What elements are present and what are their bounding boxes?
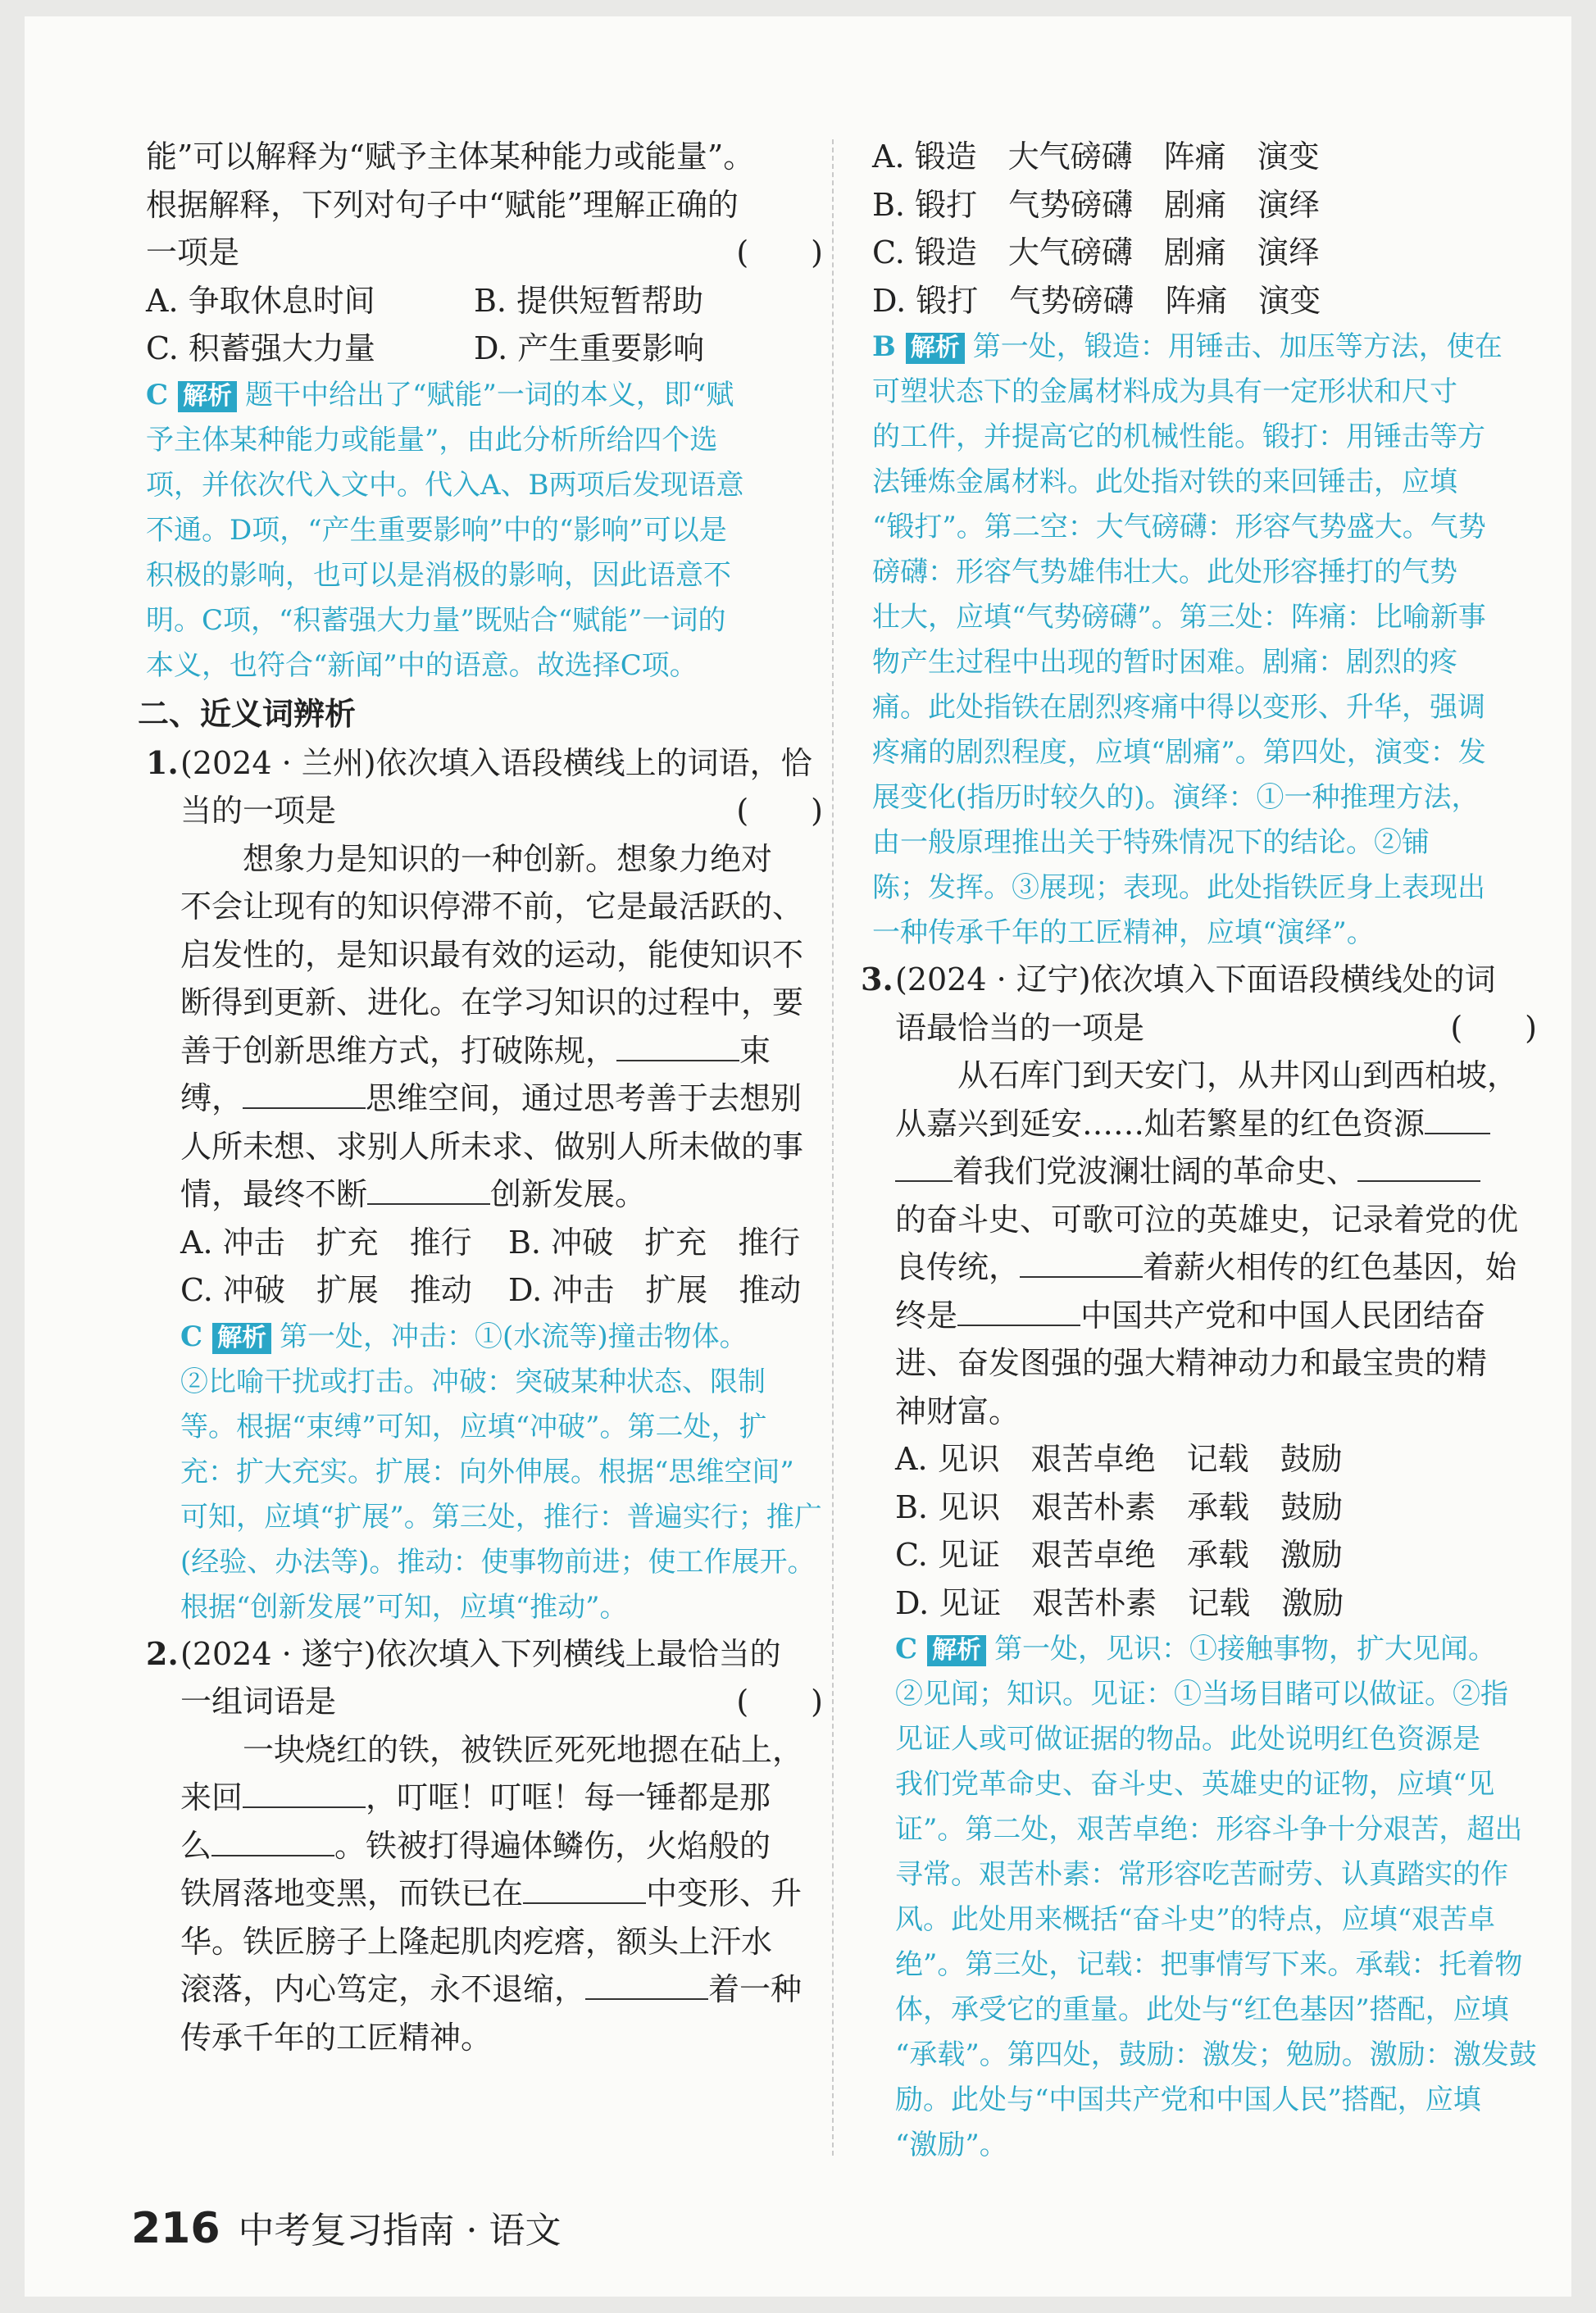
passage-line: 断得到更新、进化。在学习知识的过程中，要 — [180, 984, 804, 1020]
option: C. 积蓄强大力量 — [146, 330, 375, 366]
answer-line: C 解析 题干中给出了“赋能”一词的本义，即“赋 — [146, 378, 734, 411]
intro-line: 能”可以解释为“赋予主体某种能力或能量”。 — [146, 139, 755, 175]
answer-line: 可知，应填“扩展”。第三处，推行：普遍实行；推广 — [180, 1500, 822, 1534]
fill-blank — [211, 1830, 334, 1856]
answer-line: ②比喻干扰或打击。冲破：突破某种状态、限制 — [180, 1365, 766, 1398]
fill-blank — [1020, 1252, 1143, 1278]
option: C. 见证 艰苦卓绝 承载 激励 — [895, 1537, 1343, 1573]
question-stem: 语最恰当的一项是 ( ) — [895, 1004, 1540, 1052]
passage-line: 缚， 思维空间，通过思考善于去想别 — [180, 1080, 803, 1116]
answer-line: “锻打”。第二空：大气磅礴：形容气势盛大。气势 — [872, 511, 1486, 543]
intro-line: 一项是 ( ) — [146, 229, 826, 277]
option: A. 锻造 大气磅礴 阵痛 演变 — [872, 139, 1320, 175]
fill-blank — [895, 1156, 953, 1182]
answer-line: 本义，也符合“新闻”中的语意。故选择C项。 — [146, 648, 698, 682]
passage-line: 想象力是知识的一种创新。想象力绝对 — [243, 840, 773, 877]
answer-line: 寻常。艰苦朴素：常形容吃苦耐劳、认真踏实的作 — [895, 1858, 1508, 1891]
option: D. 冲击 扩展 推动 — [508, 1272, 802, 1308]
answer-letter: C — [146, 378, 169, 411]
passage-line: 情，最终不断 创新发展。 — [180, 1176, 647, 1212]
passage-line: 终是 中国共产党和中国人民团结奋 — [895, 1297, 1486, 1334]
fill-blank — [1425, 1108, 1490, 1134]
answer-line: 风。此处用来概括“奋斗史”的特点，应填“艰苦卓 — [895, 1903, 1496, 1936]
left-column — [138, 133, 826, 2061]
question-3 — [861, 956, 1540, 2168]
answer-paren: ( ) — [736, 234, 823, 270]
question-1 — [146, 739, 826, 835]
option-row — [180, 1219, 826, 1267]
answer-line: 一种传承千年的工匠精神，应填“演绎”。 — [872, 916, 1375, 949]
page — [25, 16, 1571, 2297]
answer-line: ②见闻；知识。见证：①当场目睹可以做证。②指 — [895, 1678, 1508, 1711]
answer-paren: ( ) — [736, 793, 823, 829]
passage-line: 启发性的，是知识最有效的运动，能使知识不 — [180, 936, 804, 973]
passage-line: 进、奋发图强的强大精神动力和最宝贵的精 — [895, 1345, 1488, 1381]
passage-line: 么 。铁被打得遍体鳞伤，火焰般的 — [180, 1827, 771, 1864]
fill-blank — [1357, 1156, 1480, 1182]
passage-line: 着我们党波澜壮阔的革命史、 — [895, 1147, 1540, 1196]
option: D. 锻打 气势磅礴 阵痛 演变 — [872, 282, 1321, 319]
passage-line: 从石库门到天安门，从井冈山到西柏坡， — [957, 1057, 1519, 1093]
analysis-tag: 解析 — [927, 1635, 986, 1666]
fill-blank — [957, 1300, 1080, 1326]
answer-line: 不通。D项，“产生重要影响”中的“影响”可以是 — [146, 513, 727, 547]
answer-line: 予主体某种能力或能量”，由此分析所给四个选 — [146, 423, 718, 457]
section-heading: 二、近义词辨析 — [138, 695, 357, 732]
option-row — [146, 325, 826, 373]
answer-line: 励。此处与“中国共产党和中国人民”搭配，应填 — [895, 2084, 1481, 2116]
answer-line: “激励”。 — [895, 2129, 1007, 2161]
passage-line: 神财富。 — [895, 1393, 1021, 1429]
option: C. 锻造 大气磅礴 剧痛 演绎 — [872, 234, 1320, 270]
answer-line: 疼痛的剧烈程度，应填“剧痛”。第四处，演变：发 — [872, 736, 1486, 769]
fill-blank — [523, 1878, 646, 1904]
book-title: 中考复习指南 · 语文 — [238, 2210, 562, 2252]
passage-line: 人所未想、求别人所未求、做别人所未做的事 — [180, 1128, 804, 1165]
answer-line: 明。C项，“积蓄强大力量”既贴合“赋能”一词的 — [146, 603, 726, 637]
option: A. 争取休息时间 — [146, 282, 375, 319]
fill-blank — [367, 1179, 490, 1205]
passage — [146, 835, 826, 1630]
option-row — [146, 277, 826, 325]
option: B. 冲破 扩充 推行 — [508, 1224, 801, 1261]
answer-line: 见证人或可做证据的物品。此处说明红色资源是 — [895, 1723, 1480, 1756]
answer-letter: B — [872, 330, 896, 363]
option-row — [180, 1266, 826, 1315]
right-column — [861, 133, 1540, 2168]
answer-line: 陈；发挥。③展现；表现。此处指铁匠身上表现出 — [872, 871, 1485, 904]
answer-line: 的工件，并提高它的机械性能。锻打：用锤击等方 — [872, 420, 1485, 453]
question-number: 2. — [146, 1634, 179, 1672]
answer-line: 法锤炼金属材料。此处指对铁的来回锤击，应填 — [872, 466, 1457, 498]
answer-line: 磅礴：形容气势雄伟壮大。此处形容捶打的气势 — [872, 556, 1457, 588]
answer-line: (经验、办法等)。推动：使事物前进；使工作展开。 — [180, 1545, 816, 1579]
passage-line: 传承千年的工匠精神。 — [180, 2019, 493, 2056]
question-number: 3. — [861, 961, 893, 997]
answer-line: B 解析 第一处，锻造：用锤击、加压等方法，使在 — [872, 330, 1503, 363]
passage-line: 不会让现有的知识停滞不前，它是最活跃的、 — [180, 888, 804, 925]
answer-line: 物产生过程中出现的暂时困难。剧痛：剧烈的疼 — [872, 646, 1457, 679]
fill-blank — [243, 1083, 366, 1109]
page-number: 216 — [131, 2204, 221, 2253]
passage-line: 的奋斗史、可歌可泣的英雄史，记录着党的优 — [895, 1201, 1519, 1238]
answer-line: 体，承受它的重量。此处与“红色基因”搭配，应填 — [895, 1993, 1509, 2026]
answer-line: 痛。此处指铁在剧烈疼痛中得以变形、升华，强调 — [872, 691, 1485, 724]
question-stem: 1. (2024 · 兰州)依次填入语段横线上的词语，恰 — [180, 739, 826, 788]
passage-line: 来回 ，叮哐！叮哐！每一锤都是那 — [180, 1779, 771, 1815]
answer-paren: ( ) — [1450, 1009, 1537, 1046]
passage-line: 从嘉兴到延安……灿若繁星的红色资源 — [895, 1100, 1540, 1148]
answer-line: 展变化(指历时较久的)。演绎：①一种推理方法， — [872, 781, 1480, 814]
question-stem: 一组词语是 ( ) — [180, 1678, 826, 1726]
passage-line: 良传统， 着薪火相传的红色基因，始 — [895, 1249, 1517, 1285]
answer-line: 壮大，应填“气势磅礴”。第三处：阵痛：比喻新事 — [872, 601, 1486, 634]
question-2 — [146, 1630, 826, 2062]
page-footer — [131, 2201, 562, 2253]
answer-line: C 解析 第一处，冲击：①(水流等)撞击物体。 — [180, 1320, 748, 1353]
fill-blank — [616, 1035, 739, 1061]
answer-paren: ( ) — [736, 1684, 823, 1720]
answer-line: 我们党革命史、奋斗史、英雄史的证物，应填“见 — [895, 1768, 1495, 1801]
passage-line: 铁屑落地变黑，而铁已在 中变形、升 — [180, 1875, 803, 1911]
option: A. 见识 艰苦卓绝 记载 鼓励 — [895, 1441, 1343, 1477]
question-number: 1. — [146, 743, 179, 781]
passage-line: 华。铁匠膀子上隆起肌肉疙瘩，额头上汗水 — [180, 1923, 773, 1960]
option: C. 冲破 扩展 推动 — [180, 1272, 472, 1308]
column-divider — [832, 139, 834, 2156]
option: B. 锻打 气势磅礴 剧痛 演绎 — [872, 186, 1321, 223]
fill-blank — [585, 1974, 708, 2000]
answer-letter: C — [180, 1320, 203, 1353]
answer-line: 项，并依次代入文中。代入A、B两项后发现语意 — [146, 468, 744, 502]
analysis-tag: 解析 — [212, 1323, 271, 1354]
answer-line: 根据“创新发展”可知，应填“推动”。 — [180, 1590, 628, 1624]
answer-line: 积极的影响，也可以是消极的影响，因此语意不 — [146, 558, 731, 592]
fill-blank — [243, 1782, 366, 1808]
answer-letter: C — [895, 1633, 918, 1665]
analysis-tag: 解析 — [906, 333, 965, 364]
option: D. 产生重要影响 — [474, 330, 705, 366]
answer-line: 可塑状态下的金属材料成为具有一定形状和尺寸 — [872, 375, 1457, 408]
option: A. 冲击 扩充 推行 — [180, 1224, 472, 1261]
answer-line: 等。根据“束缚”可知，应填“冲破”。第二处，扩 — [180, 1410, 767, 1443]
question-stem: 当的一项是 ( ) — [180, 787, 826, 835]
answer-line: 绝”。第三处，记载：把事情写下来。承载：托着物 — [895, 1948, 1523, 1981]
question-stem: 3. (2024 · 辽宁)依次填入下面语段横线处的词 — [895, 956, 1540, 1004]
option: D. 见证 艰苦朴素 记载 激励 — [895, 1584, 1344, 1621]
question-stem: 2. (2024 · 遂宁)依次填入下列横线上最恰当的 — [180, 1630, 826, 1679]
intro-line: 根据解释，下列对句子中“赋能”理解正确的 — [146, 186, 739, 223]
passage-line: 善于创新思维方式，打破陈规， 束 — [180, 1032, 771, 1069]
passage-line: 一块烧红的铁，被铁匠死死地摁在砧上， — [243, 1731, 804, 1768]
answer-line: 充：扩大充实。扩展：向外伸展。根据“思维空间” — [180, 1455, 794, 1488]
answer-line: “承载”。第四处，鼓励：激发；勉励。激励：激发鼓 — [895, 2038, 1537, 2071]
answer-line: 证”。第二处，艰苦卓绝：形容斗争十分艰苦，超出 — [895, 1813, 1523, 1846]
answer-line: C 解析 第一处，见识：①接触事物，扩大见闻。 — [895, 1633, 1497, 1665]
option: B. 见识 艰苦朴素 承载 鼓励 — [895, 1488, 1344, 1525]
option: B. 提供短暂帮助 — [474, 282, 704, 319]
passage-line: 滚落，内心笃定，永不退缩， 着一种 — [180, 1971, 803, 2007]
answer-line: 由一般原理推出关于特殊情况下的结论。②铺 — [872, 826, 1430, 859]
analysis-tag: 解析 — [178, 381, 237, 412]
